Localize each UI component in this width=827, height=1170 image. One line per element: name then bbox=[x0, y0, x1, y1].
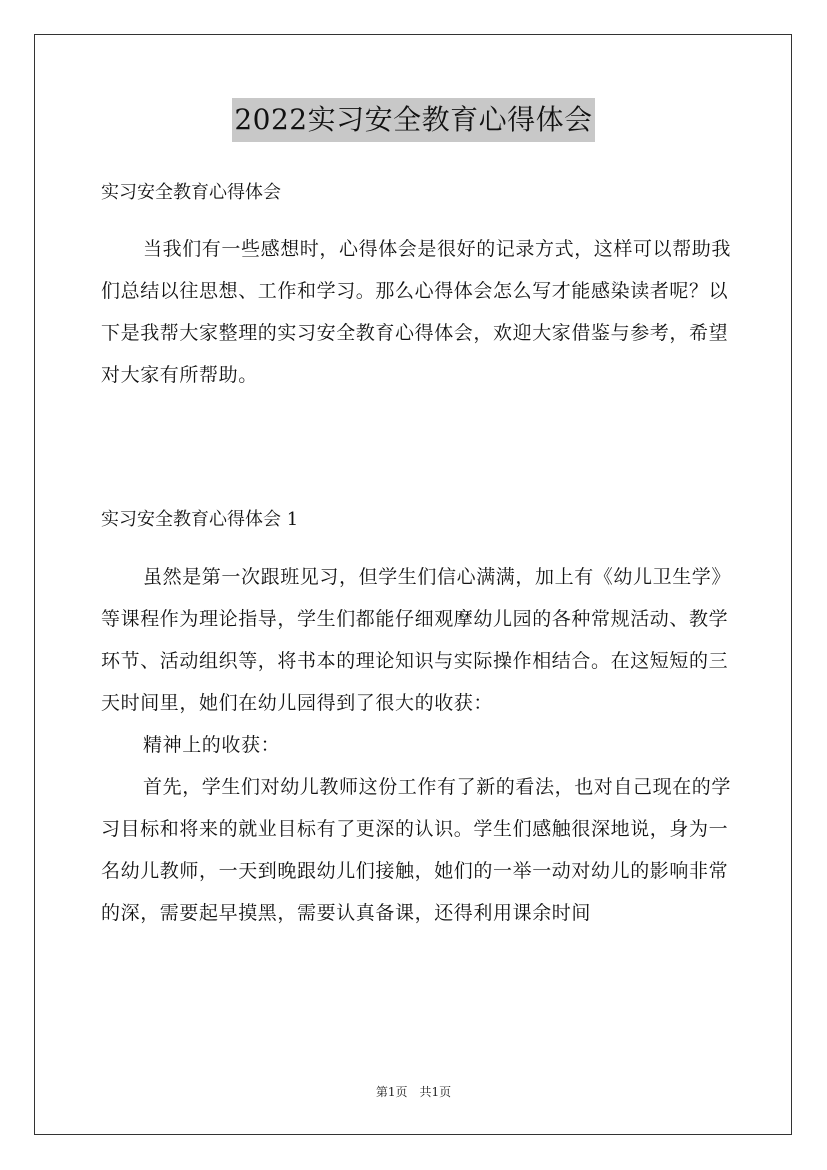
intro-paragraph-block bbox=[101, 228, 741, 396]
title-container bbox=[0, 98, 827, 142]
document-subtitle: 实习安全教育心得体会 bbox=[101, 182, 281, 203]
section1-heading: 实习安全教育心得体会 1 bbox=[101, 509, 299, 530]
document-title: 2022实习安全教育心得体会 bbox=[232, 98, 594, 142]
section1-body bbox=[101, 556, 741, 934]
intro-paragraph: 当我们有一些感想时，心得体会是很好的记录方式，这样可以帮助我们总结以往思想、工作和学习。那么心得体会怎么写才能感染读者呢？以下是我帮大家整理的实习安全教育心得体会，欢迎大家借鉴与参考，希望对大家有所帮助。 bbox=[101, 238, 732, 386]
section1-paragraph-3: 首先，学生们对幼儿教师这份工作有了新的看法，也对自己现在的学习目标和将来的就业目标有了更深的认识。学生们感触很深地说，身为一名幼儿教师，一天到晚跟幼儿们接触，她们的一举一动对幼儿的影响非常的深，需要起早摸黑，需要认真备课，还得利用课余时间 bbox=[101, 776, 732, 924]
section1-paragraph-2: 精神上的收获： bbox=[143, 734, 281, 756]
page-number: 第1页 共1页 bbox=[375, 1085, 452, 1099]
page-footer bbox=[0, 1083, 827, 1101]
section1-paragraph-1: 虽然是第一次跟班见习，但学生们信心满满，加上有《幼儿卫生学》等课程作为理论指导，学生们都能仔细观摩幼儿园的各种常规活动、教学环节、活动组织等，将书本的理论知识与实际操作相结合。在这短短的三天时间里，她们在幼儿园得到了很大的收获： bbox=[101, 566, 732, 714]
